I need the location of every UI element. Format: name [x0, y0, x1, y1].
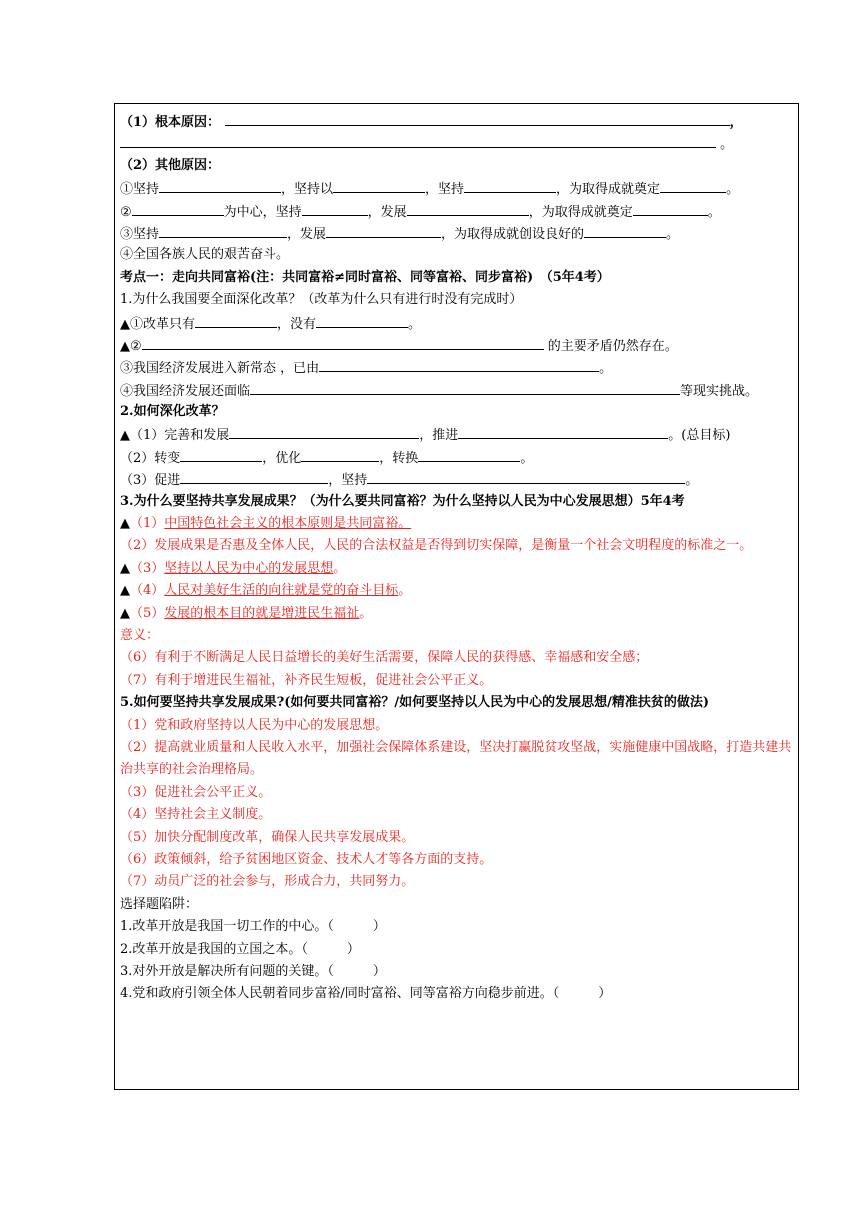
blank[interactable] — [225, 110, 730, 126]
text: ，坚持 — [328, 473, 368, 489]
text: ，推进 — [419, 428, 459, 444]
q3-answer-1 — [120, 513, 792, 535]
q3-answer-5 — [120, 603, 792, 625]
number: （1） — [130, 516, 165, 532]
q2-answer-1 — [120, 423, 792, 445]
text: 。 — [707, 204, 721, 220]
q1-answer-1 — [120, 312, 792, 334]
text: 。(总目标) — [668, 428, 731, 444]
text: 等现实挑战。 — [680, 383, 759, 399]
cause-3 — [120, 222, 792, 244]
q2-answer-3 — [120, 468, 792, 490]
q5-answer-2: （2）提高就业质量和人民收入水平，加强社会保障体系建设，坚决打赢脱贫攻坚战，实施健康中国战略，打造共建共治共享的社会治理格局。 — [120, 739, 792, 778]
punct: 。 — [398, 583, 412, 599]
content-frame — [114, 103, 799, 1090]
trap-2: 2.改革开放是我国的立国之本。（ ） — [120, 941, 360, 957]
text: ② — [120, 204, 132, 220]
q3-answer-3 — [120, 558, 792, 580]
text: ，为取得成就创设良好的 — [441, 226, 585, 242]
question-3: 3.为什么要坚持共享发展成果？（为什么要共同富裕？为什么坚持以人民为中心发展思想）5年4考 — [120, 493, 685, 509]
trap-3: 3.对外开放是解决所有问题的关键。（ ） — [120, 963, 386, 979]
trap-4: 4.党和政府引领全体人民朝着同步富裕/同时富裕、同等富裕方向稳步前进。（ ） — [120, 986, 612, 1002]
blank[interactable] — [132, 200, 224, 216]
text: ，发展 — [367, 204, 407, 220]
text: 。 — [685, 473, 699, 489]
blank[interactable] — [316, 312, 408, 328]
text: ③坚持 — [120, 226, 160, 242]
text: ，没有 — [277, 316, 317, 332]
cause-1 — [120, 177, 792, 199]
number: （3） — [130, 560, 165, 576]
cause-2 — [120, 200, 792, 222]
blank[interactable] — [159, 222, 287, 238]
q5-answer-1: （1）党和政府坚持以人民为中心的发展思想。 — [120, 717, 389, 733]
blank[interactable] — [195, 312, 277, 328]
q3-answer-7: （7）有利于增进民生福祉，补齐民生短板，促进社会公平正义。 — [120, 672, 493, 688]
text: ，发展 — [287, 226, 327, 242]
q5-answer-5: （5）加快分配制度改革，确保人民共享发展成果。 — [120, 829, 415, 845]
blank[interactable] — [180, 446, 262, 462]
text: ▲（1）完善和发展 — [120, 428, 230, 444]
q3-answer-4 — [120, 580, 792, 602]
other-causes-label: （2）其他原因： — [120, 157, 221, 173]
blank[interactable] — [584, 222, 666, 238]
blank[interactable] — [159, 177, 281, 193]
blank[interactable] — [633, 200, 708, 216]
traps-title: 选择题陷阱： — [120, 896, 199, 912]
text: ，为取得成就奠定 — [556, 182, 661, 198]
blank[interactable] — [464, 177, 556, 193]
answer-text: 人民对美好生活的向往就是党的奋斗目标 — [164, 583, 399, 599]
blank[interactable] — [180, 468, 328, 484]
blank[interactable] — [458, 423, 668, 439]
q1-answer-2 — [120, 334, 792, 356]
number: （4） — [130, 583, 165, 599]
text: ，坚持以 — [281, 182, 334, 198]
triangle-marker: ▲ — [120, 583, 130, 599]
text: ▲② — [120, 338, 142, 354]
text: ▲①改革只有 — [120, 316, 195, 332]
text: ①坚持 — [120, 182, 160, 198]
blank[interactable] — [407, 200, 529, 216]
root-cause-label: （1）根本原因： — [120, 115, 221, 130]
blank[interactable] — [333, 177, 425, 193]
triangle-marker: ▲ — [120, 605, 130, 621]
q5-answer-4: （4）坚持社会主义制度。 — [120, 807, 272, 823]
question-1: 1.为什么我国要全面深化改革？（改革为什么只有进行时没有完成时） — [120, 292, 523, 308]
text: 。 — [666, 226, 680, 242]
blank[interactable] — [229, 423, 419, 439]
blank[interactable] — [302, 200, 368, 216]
blank[interactable] — [418, 446, 520, 462]
answer-text: 发展的根本目的就是增进民生福祉 — [164, 605, 360, 621]
q1-answer-3 — [120, 356, 792, 378]
text: ，坚持 — [425, 182, 465, 198]
text: （3）促进 — [120, 473, 181, 489]
answer-text: 坚持以人民为中心的发展思想 — [164, 560, 334, 576]
q3-answer-2: （2）发展成果是否惠及全体人民，人民的合法权益是否得到切实保障，是衡量一个社会文明程度的标准之一。 — [120, 538, 753, 554]
q2-answer-2 — [120, 446, 792, 468]
text: ，为取得成就奠定 — [528, 204, 633, 220]
blank[interactable] — [120, 132, 716, 148]
q5-answer-7: （7）动员广泛的社会参与，形成合力，共同努力。 — [120, 874, 415, 890]
blank[interactable] — [367, 468, 685, 484]
cause-4: ④全国各族人民的艰苦奋斗。 — [120, 247, 290, 263]
text: 。 — [520, 450, 534, 466]
text: 。 — [726, 182, 740, 198]
triangle-marker: ▲ — [120, 560, 130, 576]
q5-answer-6: （6）政策倾斜，给予贫困地区资金、技术人才等各方面的支持。 — [120, 851, 493, 867]
q1-answer-4 — [120, 379, 792, 401]
section-title: 考点一：走向共同富裕(注：共同富裕≠同时富裕、同等富裕、同步富裕) （5年4考） — [120, 269, 610, 285]
trap-1: 1.改革开放是我国一切工作的中心。（ ） — [120, 919, 386, 935]
text: ④我国经济发展还面临 — [120, 383, 251, 399]
triangle-marker: ▲ — [120, 516, 130, 532]
q5-answer-3: （3）促进社会公平正义。 — [120, 784, 272, 800]
question-5: 5.如何要坚持共享发展成果?(如何要共同富裕？/如何要坚持以人民为中心的发展思想/精准扶贫的做法) — [120, 695, 709, 711]
blank[interactable] — [250, 379, 680, 395]
q3-answer-6: （6）有利于不断满足人民日益增长的美好生活需要，保障人民的获得感、幸福感和安全感； — [120, 650, 649, 666]
text: （2）转变 — [120, 450, 181, 466]
text: 为中心，坚持 — [223, 204, 302, 220]
text: 。 — [408, 316, 422, 332]
text: 的主要矛盾仍然存在。 — [547, 338, 678, 354]
blank[interactable] — [319, 356, 599, 372]
punct: ， — [729, 115, 743, 130]
question-2: 2.如何深化改革？ — [120, 404, 225, 420]
meaning-label: 意义： — [120, 628, 160, 643]
punct: 。 — [359, 605, 373, 621]
text: 。 — [599, 361, 613, 377]
worksheet-content — [120, 110, 792, 1006]
blank[interactable] — [301, 446, 379, 462]
blank[interactable] — [660, 177, 726, 193]
text: ，转换 — [379, 450, 419, 466]
text: ，优化 — [262, 450, 302, 466]
blank[interactable] — [326, 222, 441, 238]
number: （5） — [130, 605, 165, 621]
root-cause-line — [120, 110, 792, 132]
punct: 。 — [333, 560, 347, 576]
answer-text: 中国特色社会主义的根本原则是共同富裕。 — [164, 516, 412, 532]
punct: 。 — [720, 137, 734, 153]
blank[interactable] — [142, 334, 544, 350]
text: ③我国经济发展进入新常态 ，已由 — [120, 361, 320, 377]
root-cause-line-2 — [120, 132, 792, 154]
